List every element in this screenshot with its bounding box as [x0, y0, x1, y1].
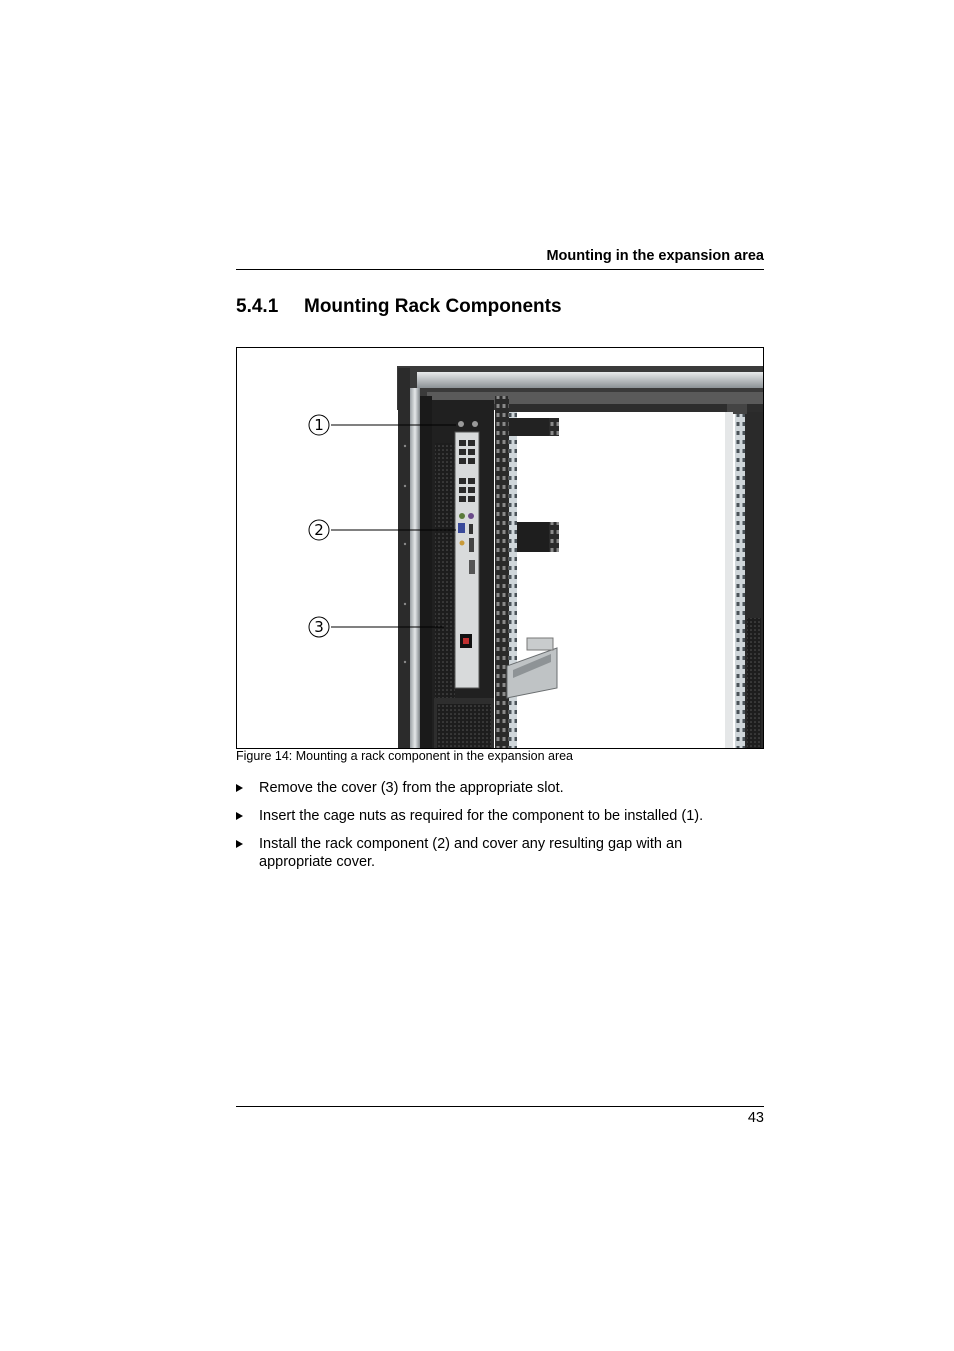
- callout-3: [309, 617, 329, 637]
- callout-3-label: 3: [314, 618, 324, 636]
- instruction-text: Install the rack component (2) and cover any resulting gap with an appropriate cover.: [259, 836, 683, 870]
- callout-2-label: 2: [314, 521, 324, 539]
- instruction-text: Insert the cage nuts as required for the component to be installed (1).: [259, 808, 704, 824]
- footer-rule: [236, 1106, 764, 1107]
- triangle-bullet-icon: [236, 840, 243, 848]
- rack-figure: [236, 347, 764, 749]
- figure-caption: Figure 14: Mounting a rack component in the expansion area: [236, 749, 574, 763]
- running-header: Mounting in the expansion area: [546, 248, 764, 264]
- callout-1-label: 1: [314, 416, 324, 434]
- section-heading: [236, 296, 562, 318]
- header-rule: [236, 269, 764, 270]
- page-number: 43: [747, 1110, 764, 1126]
- triangle-bullet-icon: [236, 784, 243, 792]
- callout-1: [309, 415, 329, 435]
- instruction-list: [236, 779, 764, 881]
- instruction-text: Remove the cover (3) from the appropriate slot.: [259, 780, 564, 796]
- instruction-step: [236, 807, 764, 825]
- callout-2: [309, 520, 329, 540]
- triangle-bullet-icon: [236, 812, 243, 820]
- rack-illustration: [237, 348, 763, 748]
- section-number: 5.4.1: [236, 296, 279, 317]
- instruction-step: [236, 779, 764, 797]
- instruction-step: [236, 835, 764, 871]
- section-title: Mounting Rack Components: [304, 296, 562, 317]
